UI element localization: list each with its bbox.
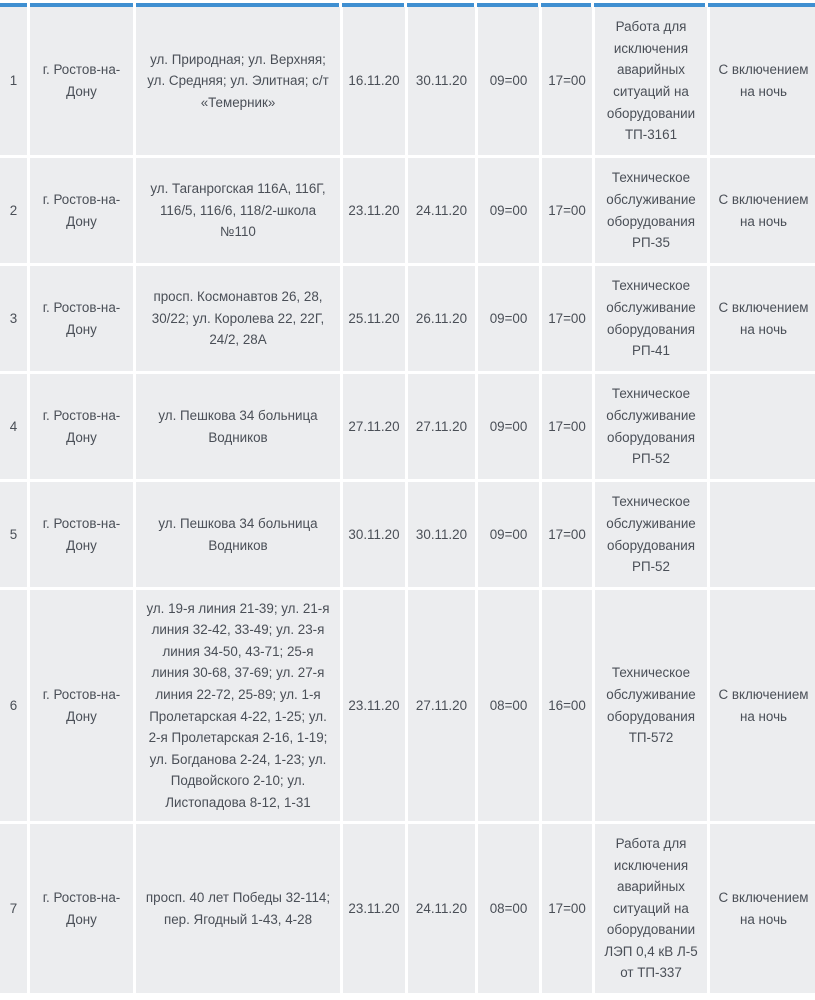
note-cell: С включением на ночь <box>710 158 815 266</box>
address-cell: ул. Таганрогская 116А, 116Г, 116/5, 116/6, 118/2-школа №110 <box>136 158 340 266</box>
row-number: 7 <box>0 824 27 996</box>
work-description-cell: Техническое обслуживание оборудования РП-35 <box>595 158 707 266</box>
time-start-cell: 08=00 <box>478 590 539 824</box>
header-accent <box>541 3 591 7</box>
address-cell: ул. 19-я линия 21-39; ул. 21-я линия 32-42, 33-49; ул. 23-я линия 34-50, 43-71; 25-я линия 30-68, 37-69; ул. 27-я линия 22-72, 25-89; ул. 1-я Пролетарская 4-22, 1-25; ул. 2-я Пролетарская 2-16, 1-19; ул. Богданова 2-24, 1-23; ул. Подвойского 2-10; ул. Листопадова 8-12, 1-31 <box>136 590 340 824</box>
header-accent <box>594 3 706 7</box>
date-start-cell: 27.11.20 <box>343 374 405 482</box>
note-cell <box>710 374 815 482</box>
address-cell: ул. Пешкова 34 больница Водников <box>136 482 340 590</box>
date-end-cell: 27.11.20 <box>408 374 475 482</box>
date-end-cell: 26.11.20 <box>408 266 475 374</box>
table-header-bar <box>0 0 815 7</box>
time-start-cell: 09=00 <box>478 7 539 158</box>
header-accent <box>0 3 27 7</box>
date-start-cell: 23.11.20 <box>343 824 405 996</box>
city-cell: г. Ростов-на-Дону <box>30 482 133 590</box>
note-cell: С включением на ночь <box>710 266 815 374</box>
date-start-cell: 25.11.20 <box>343 266 405 374</box>
time-end-cell: 17=00 <box>542 266 592 374</box>
time-end-cell: 17=00 <box>542 374 592 482</box>
note-cell: С включением на ночь <box>710 590 815 824</box>
address-cell: просп. Космонавтов 26, 28, 30/22; ул. Королева 22, 22Г, 24/2, 28А <box>136 266 340 374</box>
work-description-cell: Техническое обслуживание оборудования РП-52 <box>595 482 707 590</box>
work-description-cell: Техническое обслуживание оборудования РП-52 <box>595 374 707 482</box>
table-row <box>0 7 815 158</box>
city-cell: г. Ростов-на-Дону <box>30 7 133 158</box>
header-accent <box>136 3 339 7</box>
table-row <box>0 590 815 824</box>
header-accent <box>342 3 404 7</box>
city-cell: г. Ростов-на-Дону <box>30 158 133 266</box>
time-end-cell: 17=00 <box>542 158 592 266</box>
time-start-cell: 09=00 <box>478 482 539 590</box>
address-cell: ул. Природная; ул. Верхняя; ул. Средняя; ул. Элитная; с/т «Темерник» <box>136 7 340 158</box>
work-description-cell: Работа для исключения аварийных ситуаций на оборудовании ТП-3161 <box>595 7 707 158</box>
date-start-cell: 30.11.20 <box>343 482 405 590</box>
work-description-cell: Техническое обслуживание оборудования РП-41 <box>595 266 707 374</box>
time-end-cell: 17=00 <box>542 7 592 158</box>
note-cell: С включением на ночь <box>710 7 815 158</box>
time-start-cell: 09=00 <box>478 266 539 374</box>
time-start-cell: 09=00 <box>478 374 539 482</box>
date-end-cell: 27.11.20 <box>408 590 475 824</box>
table-row <box>0 158 815 266</box>
table-row <box>0 266 815 374</box>
city-cell: г. Ростов-на-Дону <box>30 824 133 996</box>
time-start-cell: 09=00 <box>478 158 539 266</box>
row-number: 6 <box>0 590 27 824</box>
row-number: 1 <box>0 7 27 158</box>
time-start-cell: 08=00 <box>478 824 539 996</box>
time-end-cell: 17=00 <box>542 482 592 590</box>
date-end-cell: 24.11.20 <box>408 158 475 266</box>
header-accent <box>30 3 133 7</box>
table-row <box>0 824 815 996</box>
date-start-cell: 23.11.20 <box>343 158 405 266</box>
header-accent <box>407 3 474 7</box>
city-cell: г. Ростов-на-Дону <box>30 590 133 824</box>
city-cell: г. Ростов-на-Дону <box>30 374 133 482</box>
row-number: 3 <box>0 266 27 374</box>
row-number: 5 <box>0 482 27 590</box>
outage-schedule-table <box>0 7 815 996</box>
header-accent <box>708 3 815 7</box>
time-end-cell: 16=00 <box>542 590 592 824</box>
header-accent <box>477 3 538 7</box>
work-description-cell: Техническое обслуживание оборудования ТП-572 <box>595 590 707 824</box>
row-number: 2 <box>0 158 27 266</box>
date-end-cell: 24.11.20 <box>408 824 475 996</box>
date-end-cell: 30.11.20 <box>408 7 475 158</box>
address-cell: ул. Пешкова 34 больница Водников <box>136 374 340 482</box>
note-cell <box>710 482 815 590</box>
note-cell: С включением на ночь <box>710 824 815 996</box>
date-start-cell: 16.11.20 <box>343 7 405 158</box>
city-cell: г. Ростов-на-Дону <box>30 266 133 374</box>
time-end-cell: 17=00 <box>542 824 592 996</box>
table-row <box>0 374 815 482</box>
table-row <box>0 482 815 590</box>
work-description-cell: Работа для исключения аварийных ситуаций на оборудовании ЛЭП 0,4 кВ Л-5 от ТП-337 <box>595 824 707 996</box>
row-number: 4 <box>0 374 27 482</box>
date-end-cell: 30.11.20 <box>408 482 475 590</box>
address-cell: просп. 40 лет Победы 32-114; пер. Ягодный 1-43, 4-28 <box>136 824 340 996</box>
date-start-cell: 23.11.20 <box>343 590 405 824</box>
